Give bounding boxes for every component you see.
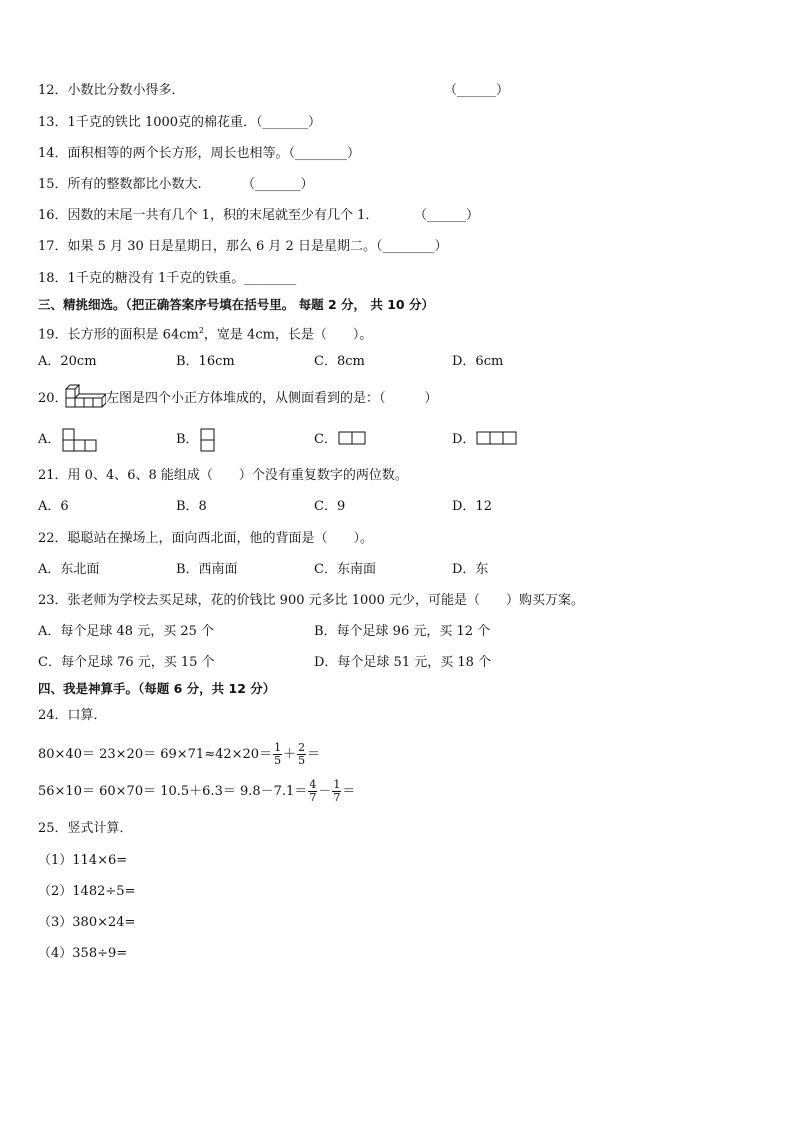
question-13: 13．1千克的铁比 1000克的棉花重．（_______） [38,115,322,130]
question-23: 23．张老师为学校去买足球，花的价钱比 900 元多比 1000 元少，可能是（ ）购买万案。 [38,593,584,608]
q19-option-a[interactable]: A．20cm [38,354,97,369]
q21-option-b[interactable]: B．8 [176,499,207,514]
question-19 [38,322,372,344]
answer-blank-12[interactable]: （______） [444,83,510,98]
q20-option-b-figure[interactable] [200,428,216,452]
row-1-expressions: 80×40＝ 23×20＝ 69×71≈42×20＝ [38,747,273,762]
vertical-calc-item-2: （2）1482÷5= [38,884,136,899]
question-14: 14．面积相等的两个长方形，周长也相等。（________） [38,146,361,161]
fraction-1-7: $\frac{1}{7}$ [333,778,341,804]
answer-blank-15[interactable]: （_______） [242,177,314,192]
q20-option-c-label[interactable]: C． [314,432,337,447]
q22-option-d[interactable]: D．东 [452,562,489,577]
question-15: 15．所有的整数都比小数大. [38,177,202,192]
q22-option-c[interactable]: C．东南面 [314,562,376,577]
q23-option-c[interactable]: C．每个足球 76 元，买 15 个 [38,655,215,670]
q23-option-b[interactable]: B．每个足球 96 元，买 12 个 [314,624,491,639]
q19-option-b[interactable]: B．16cm [176,354,235,369]
question-19-sup: 2 [198,326,204,335]
q19-option-c[interactable]: C．8cm [314,354,365,369]
vertical-calc-item-4: （4）358÷9= [38,946,128,961]
question-16: 16．因数的末尾一共有几个 1，积的末尾就至少有几个 1． [38,208,379,223]
q23-option-d[interactable]: D．每个足球 51 元，买 18 个 [314,655,492,670]
question-19-text-b: ，宽是 4cm，长是（ ）。 [203,327,373,343]
mental-math-row-1: 80×40＝ 23×20＝ 69×71≈42×20＝ $\frac{1}{5}$ ＋ $\frac{2}{5}$ ＝ [38,741,321,767]
q19-option-d[interactable]: D．6cm [452,354,504,369]
question-22: 22．聪聪站在操场上，面向西北面，他的背面是（ ）。 [38,531,374,546]
q21-option-a[interactable]: A．6 [38,499,69,514]
q21-option-c[interactable]: C．9 [314,499,346,514]
vertical-calc-item-1: （1）114×6= [38,853,128,868]
mental-math-row-2: 56×10＝ 60×70＝ 10.5＋6.3＝ 9.8－7.1＝ $\frac{4}{7}$ － $\frac{1}{7}$ ＝ [38,778,356,804]
q20-option-a-figure[interactable] [62,428,98,452]
section-3-title: 三、精挑细选。（把正确答案序号填在括号里。 每题 2 分， 共 10 分） [38,297,434,312]
q20-option-b-label[interactable]: B． [176,432,199,447]
q20-option-d-figure[interactable] [476,431,518,445]
question-21: 21．用 0、4、6、8 能组成（ ）个没有重复数字的两位数。 [38,468,408,483]
vertical-calc-item-3: （3）380×24= [38,915,136,930]
q20-option-c-figure[interactable] [338,431,368,445]
q20-option-d-label[interactable]: D． [452,432,476,447]
fraction-4-7: $\frac{4}{7}$ [309,778,317,804]
cube-stack-figure [64,383,106,411]
q23-option-a[interactable]: A．每个足球 48 元，买 25 个 [38,624,215,639]
question-25: 25．竖式计算． [38,821,133,836]
question-20: 左图是四个小正方体堆成的，从侧面看到的是：（ ） [106,391,438,406]
question-20-number: 20． [38,391,68,406]
row-2-expressions: 56×10＝ 60×70＝ 10.5＋6.3＝ 9.8－7.1＝ [38,784,308,799]
question-19-text-a: 19．长方形的面积是 64cm [38,327,199,343]
q22-option-a[interactable]: A．东北面 [38,562,100,577]
question-17: 17．如果 5 月 30 日是星期日，那么 6 月 2 日是星期二。（________） [38,239,448,254]
section-4-title: 四、我是神算手。（每题 6 分，共 12 分） [38,681,276,696]
answer-blank-16[interactable]: （______） [414,208,480,223]
q22-option-b[interactable]: B．西南面 [176,562,238,577]
q20-option-a-label[interactable]: A． [38,432,61,447]
question-12: 12．小数比分数小得多． [38,83,185,98]
q21-option-d[interactable]: D．12 [452,499,492,514]
question-24: 24．口算． [38,708,107,723]
question-18: 18．1千克的糖没有 1千克的铁重。________ [38,271,297,286]
fraction-2-5: $\frac{2}{5}$ [298,741,306,767]
fraction-1-5: $\frac{1}{5}$ [274,741,282,767]
